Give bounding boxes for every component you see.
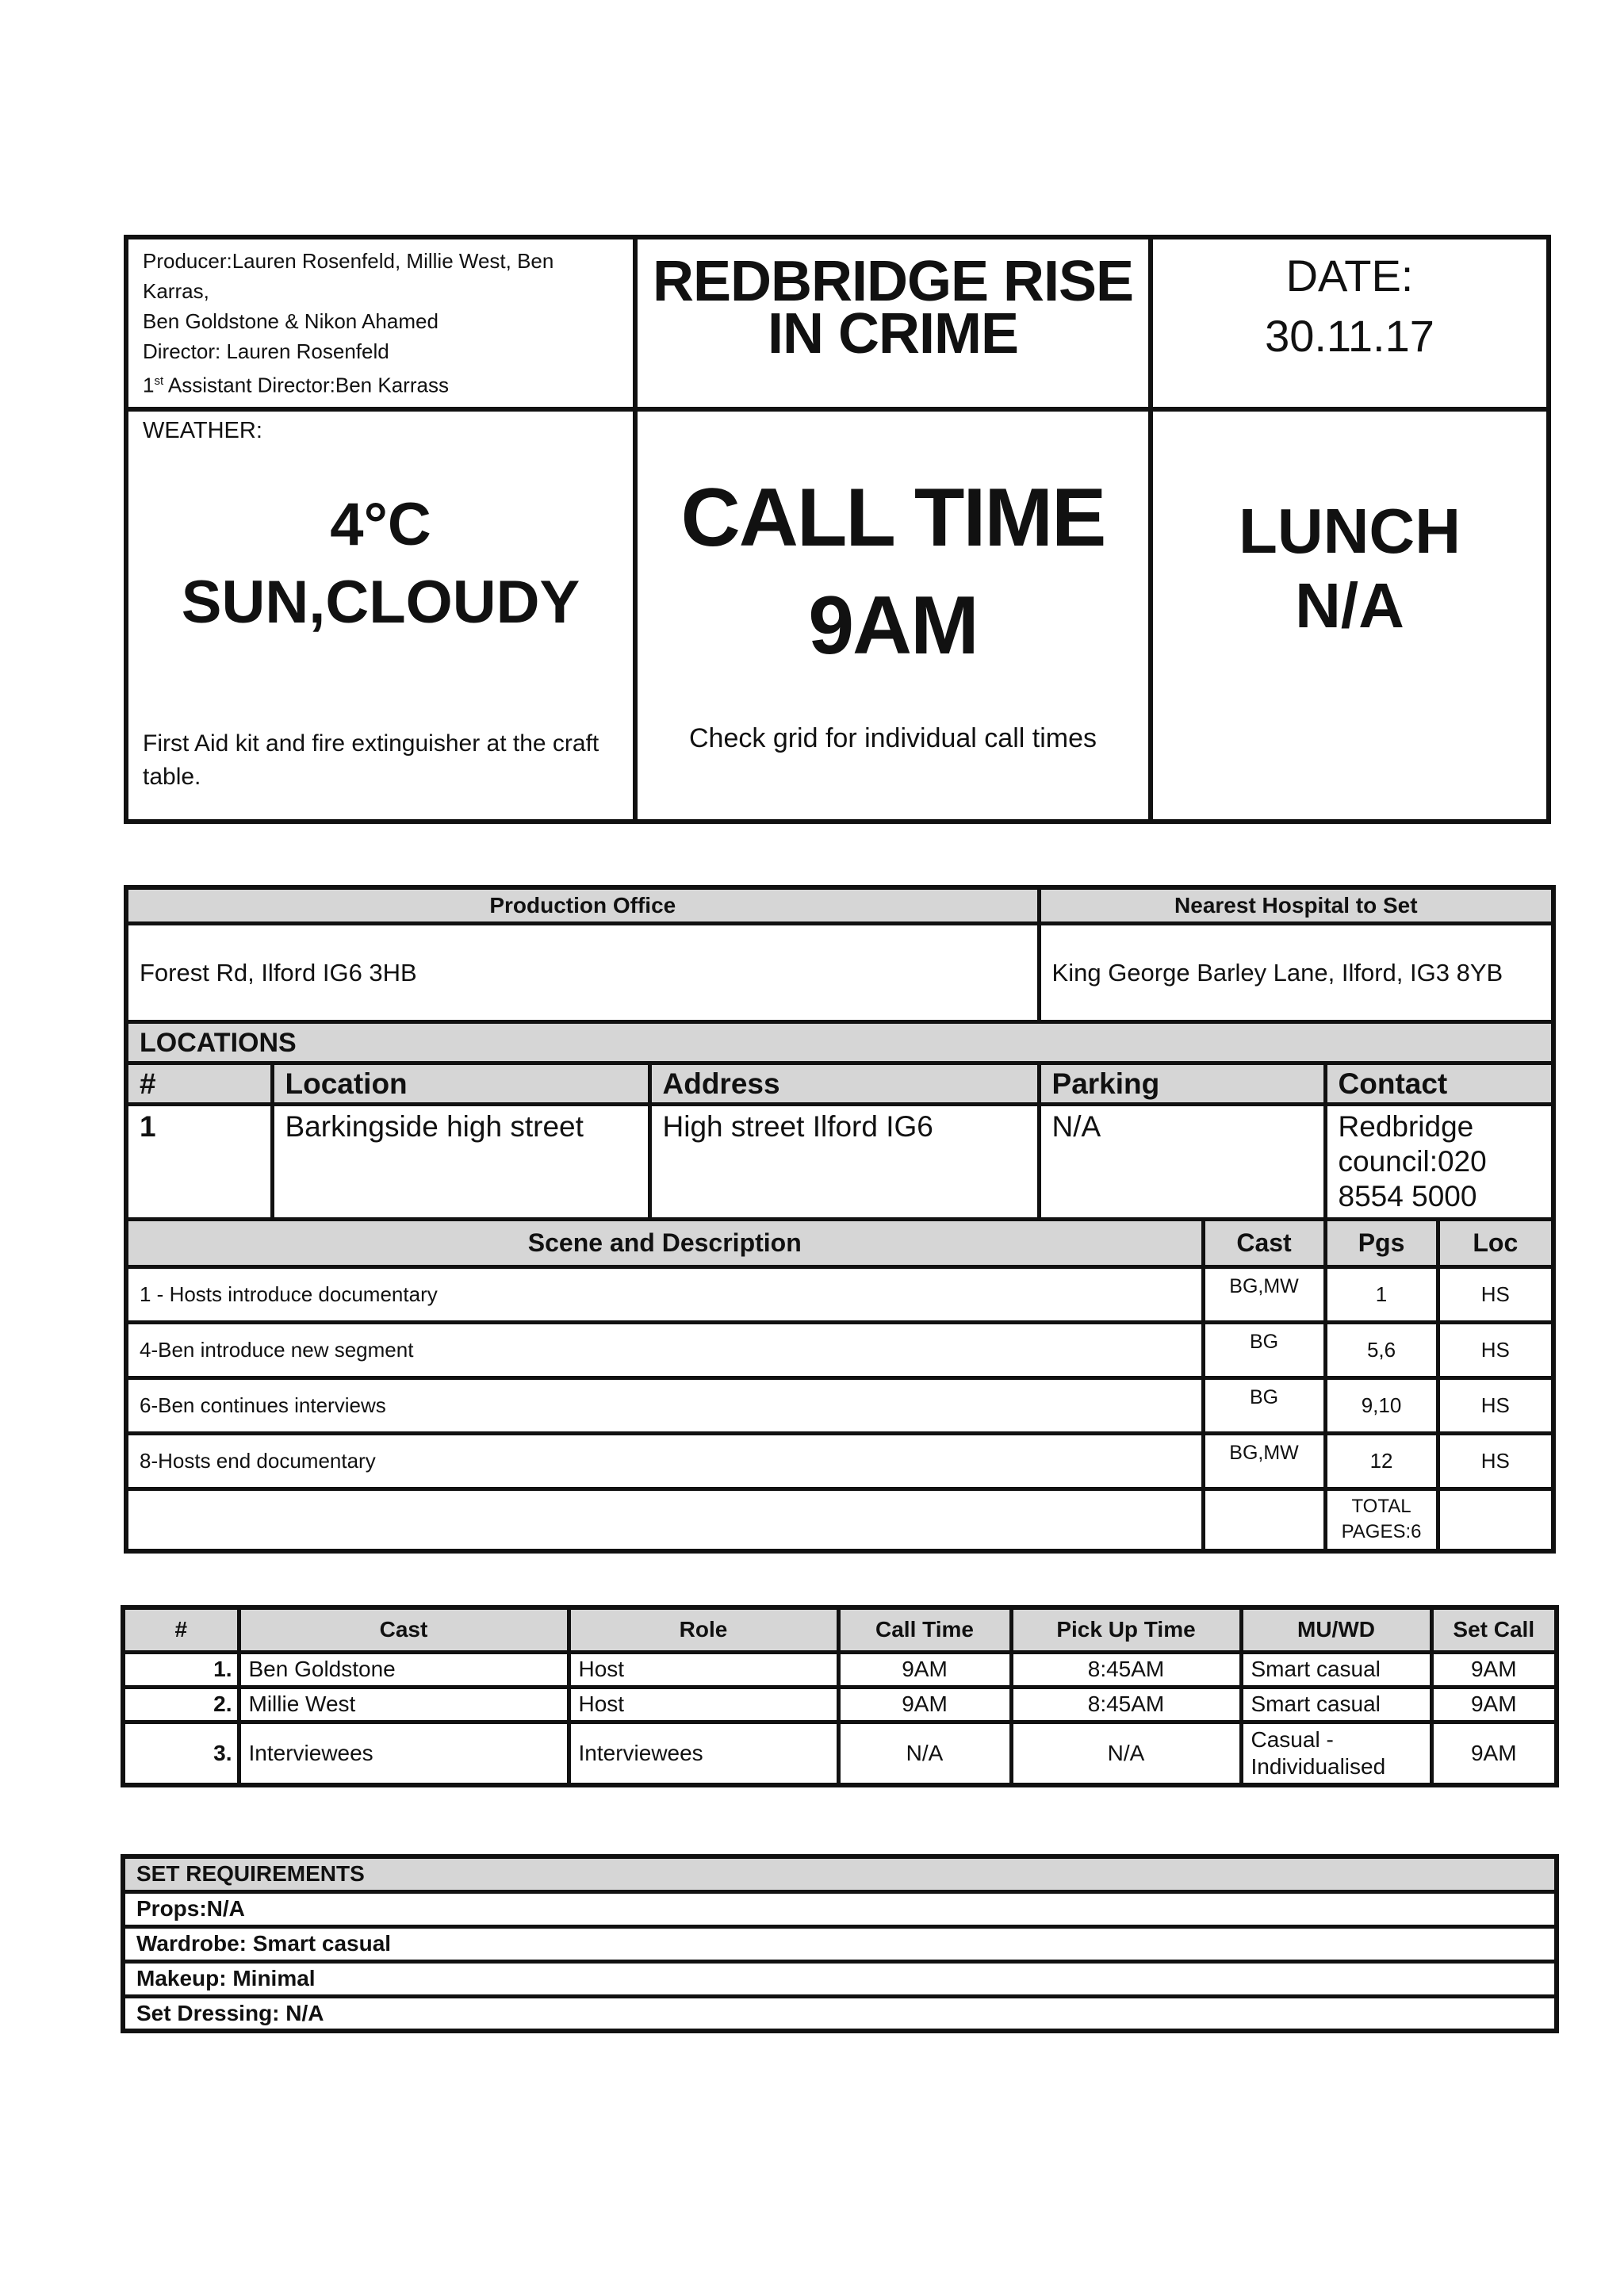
cast-name: Millie West bbox=[239, 1687, 569, 1722]
scene-pgs: 1 bbox=[1325, 1267, 1438, 1323]
scene-loc: HS bbox=[1438, 1267, 1553, 1323]
scene-col-description: Scene and Description bbox=[126, 1220, 1203, 1267]
title-cell bbox=[635, 237, 1151, 409]
cast-muwd: Smart casual bbox=[1241, 1687, 1431, 1722]
props-requirement: Props:N/A bbox=[123, 1891, 1557, 1926]
producer-credit-cont: Ben Goldstone & Nikon Ahamed bbox=[143, 309, 439, 333]
cast-muwd: Casual - Individualised bbox=[1241, 1722, 1431, 1785]
scene-col-loc: Loc bbox=[1438, 1220, 1553, 1267]
date-cell bbox=[1151, 237, 1549, 409]
set-requirements-table bbox=[121, 1854, 1559, 2033]
production-office-address: Forest Rd, Ilford IG6 3HB bbox=[126, 924, 1039, 1022]
cast-call: 9AM bbox=[838, 1687, 1011, 1722]
conditions: SUN,CLOUDY bbox=[181, 568, 580, 636]
cast-name: Interviewees bbox=[239, 1722, 569, 1785]
cast-role: Host bbox=[569, 1687, 838, 1722]
total-pages: TOTAL PAGES:6 bbox=[1325, 1489, 1438, 1551]
scene-total-cast-blank bbox=[1203, 1489, 1325, 1551]
scene-desc: 1 - Hosts introduce documentary bbox=[126, 1267, 1203, 1323]
locations-col-num: # bbox=[126, 1063, 272, 1105]
locations-col-location: Location bbox=[272, 1063, 649, 1105]
cast-num: 3. bbox=[123, 1722, 239, 1785]
hospital-address: King George Barley Lane, Ilford, IG3 8YB bbox=[1039, 924, 1553, 1022]
scene-col-cast: Cast bbox=[1203, 1220, 1325, 1267]
scene-total-blank bbox=[126, 1489, 1203, 1551]
wardrobe-requirement: Wardrobe: Smart casual bbox=[123, 1926, 1557, 1961]
call-time-note: Check grid for individual call times bbox=[689, 722, 1097, 753]
weather-label: WEATHER: bbox=[143, 417, 262, 443]
scene-total-row bbox=[126, 1489, 1553, 1551]
date-value: 30.11.17 bbox=[1265, 311, 1434, 361]
scene-cast: BG bbox=[1203, 1378, 1325, 1434]
set-dressing-requirement: Set Dressing: N/A bbox=[123, 1996, 1557, 2031]
scene-desc: 4-Ben introduce new segment bbox=[126, 1323, 1203, 1378]
scene-row bbox=[126, 1378, 1553, 1434]
makeup-requirement: Makeup: Minimal bbox=[123, 1961, 1557, 1996]
scene-pgs: 12 bbox=[1325, 1434, 1438, 1489]
cast-pickup: 8:45AM bbox=[1011, 1652, 1241, 1687]
first-aid-note: First Aid kit and fire extinguisher at the craft table. bbox=[143, 730, 599, 790]
scene-loc: HS bbox=[1438, 1323, 1553, 1378]
locations-col-address: Address bbox=[649, 1063, 1039, 1105]
director-credit: Director: Lauren Rosenfeld bbox=[143, 339, 389, 363]
cast-col-cast: Cast bbox=[239, 1607, 569, 1652]
cast-num: 2. bbox=[123, 1687, 239, 1722]
lunch-value: N/A bbox=[1295, 569, 1404, 641]
producer-credit: Producer:Lauren Rosenfeld, Millie West, Ben Karras, bbox=[143, 249, 554, 303]
cast-row bbox=[123, 1652, 1557, 1687]
scene-loc: HS bbox=[1438, 1434, 1553, 1489]
scene-loc: HS bbox=[1438, 1378, 1553, 1434]
scene-cast: BG,MW bbox=[1203, 1267, 1325, 1323]
cast-col-role: Role bbox=[569, 1607, 838, 1652]
locations-col-parking: Parking bbox=[1039, 1063, 1325, 1105]
cast-call: N/A bbox=[838, 1722, 1011, 1785]
cast-name: Ben Goldstone bbox=[239, 1652, 569, 1687]
locations-title: LOCATIONS bbox=[126, 1022, 1553, 1063]
lunch-cell bbox=[1151, 409, 1549, 822]
cast-pickup: N/A bbox=[1011, 1722, 1241, 1785]
scene-row bbox=[126, 1267, 1553, 1323]
cast-muwd: Smart casual bbox=[1241, 1652, 1431, 1687]
scene-pgs: 5,6 bbox=[1325, 1323, 1438, 1378]
cast-col-muwd: MU/WD bbox=[1241, 1607, 1431, 1652]
scene-desc: 6-Ben continues interviews bbox=[126, 1378, 1203, 1434]
cast-pickup: 8:45AM bbox=[1011, 1687, 1241, 1722]
scene-desc: 8-Hosts end documentary bbox=[126, 1434, 1203, 1489]
cast-table bbox=[121, 1605, 1559, 1787]
set-requirements-title: SET REQUIREMENTS bbox=[123, 1856, 1557, 1891]
scene-col-pgs: Pgs bbox=[1325, 1220, 1438, 1267]
cast-role: Interviewees bbox=[569, 1722, 838, 1785]
scene-pgs: 9,10 bbox=[1325, 1378, 1438, 1434]
cast-col-set-call: Set Call bbox=[1431, 1607, 1557, 1652]
date-label: DATE: bbox=[1285, 251, 1414, 301]
call-time-value: 9AM bbox=[808, 579, 978, 672]
lunch-label: LUNCH bbox=[1239, 495, 1461, 566]
locations-col-contact: Contact bbox=[1325, 1063, 1553, 1105]
scene-total-loc-blank bbox=[1438, 1489, 1553, 1551]
cast-setcall: 9AM bbox=[1431, 1652, 1557, 1687]
location-row bbox=[126, 1105, 1553, 1220]
cast-setcall: 9AM bbox=[1431, 1687, 1557, 1722]
cast-num: 1. bbox=[123, 1652, 239, 1687]
location-contact: Redbridge council:020 8554 5000 bbox=[1325, 1105, 1553, 1220]
cast-col-num: # bbox=[123, 1607, 239, 1652]
location-name: Barkingside high street bbox=[272, 1105, 649, 1220]
production-grid bbox=[124, 885, 1556, 1554]
credits-cell bbox=[126, 237, 635, 409]
weather-cell bbox=[126, 409, 635, 822]
production-title: REDBRIDGE RISE IN CRIME bbox=[652, 250, 1134, 366]
cast-col-call-time: Call Time bbox=[838, 1607, 1011, 1652]
assistant-director-credit: 1st Assistant Director:Ben Karrass bbox=[143, 373, 449, 397]
scene-cast: BG,MW bbox=[1203, 1434, 1325, 1489]
location-address: High street Ilford IG6 bbox=[649, 1105, 1039, 1220]
header-grid bbox=[124, 235, 1551, 824]
scene-cast: BG bbox=[1203, 1323, 1325, 1378]
cast-call: 9AM bbox=[838, 1652, 1011, 1687]
hospital-header: Nearest Hospital to Set bbox=[1039, 887, 1553, 924]
cast-row bbox=[123, 1687, 1557, 1722]
location-parking: N/A bbox=[1039, 1105, 1325, 1220]
scene-row bbox=[126, 1434, 1553, 1489]
cast-row bbox=[123, 1722, 1557, 1785]
temperature: 4°C bbox=[330, 490, 431, 558]
cast-role: Host bbox=[569, 1652, 838, 1687]
cast-setcall: 9AM bbox=[1431, 1722, 1557, 1785]
location-num: 1 bbox=[126, 1105, 272, 1220]
call-time-label: CALL TIME bbox=[680, 471, 1105, 564]
cast-col-pickup: Pick Up Time bbox=[1011, 1607, 1241, 1652]
call-time-cell bbox=[635, 409, 1151, 822]
production-office-header: Production Office bbox=[126, 887, 1039, 924]
scene-row bbox=[126, 1323, 1553, 1378]
